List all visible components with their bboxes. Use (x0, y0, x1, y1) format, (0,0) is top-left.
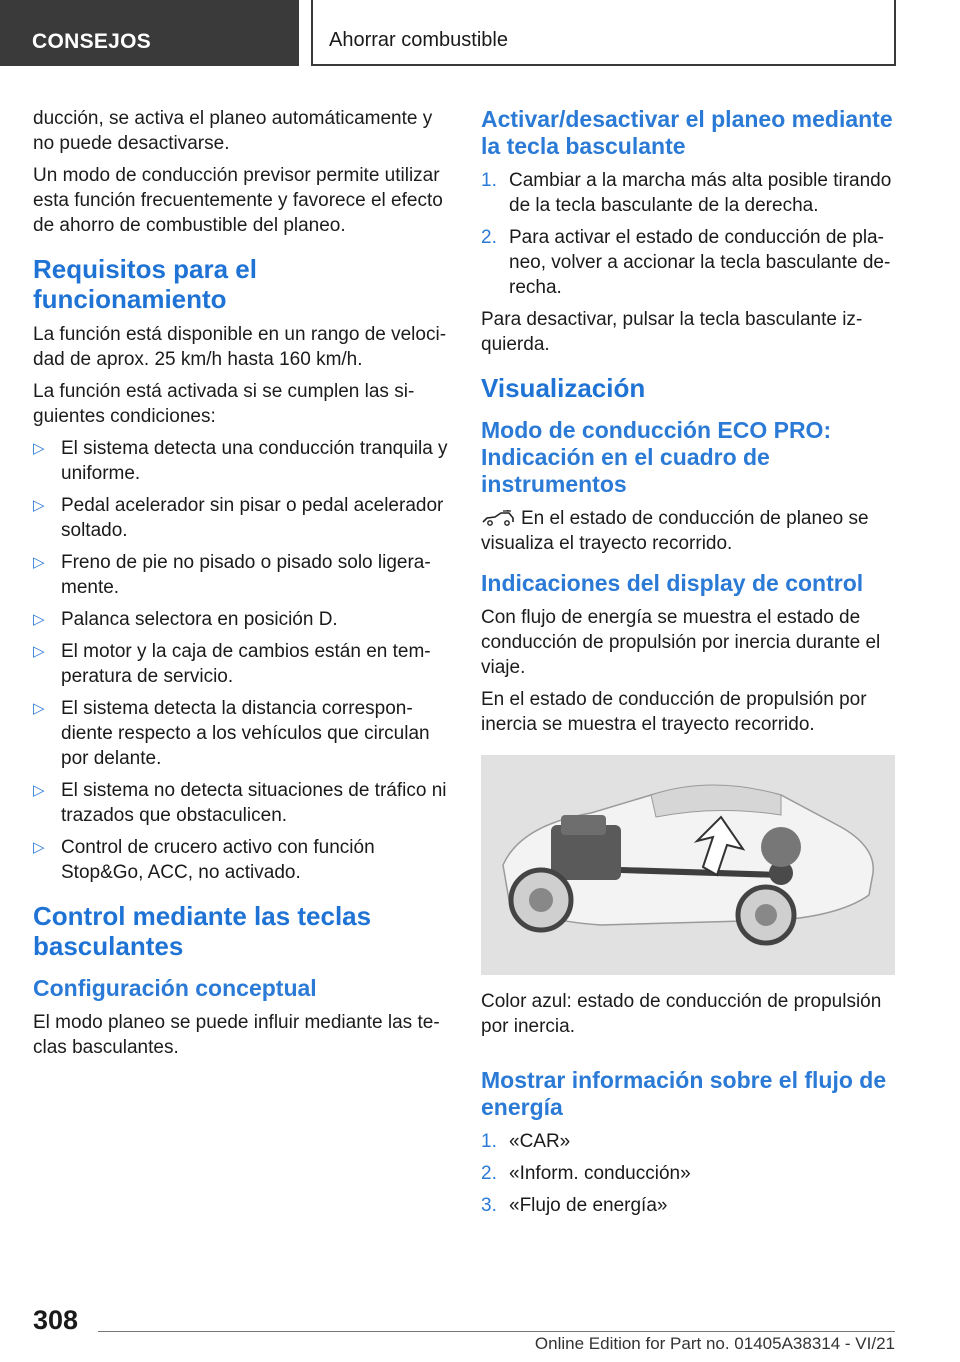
list-item (481, 168, 895, 218)
heading-display: Indicaciones del display de control (481, 570, 864, 596)
triangle-bullet-icon: ▷ (33, 497, 45, 514)
list-item-text: El sistema detecta una conducción tranquila y uniforme. (61, 438, 448, 484)
steps-list (481, 168, 895, 300)
list-item (481, 225, 895, 300)
paragraph: La función está activada si se cumplen las siguientes condiciones: (33, 381, 415, 427)
list-item (481, 1161, 895, 1186)
triangle-bullet-icon: ▷ (33, 611, 45, 628)
heading-control: Control mediante las teclas basculantes (33, 901, 372, 961)
paragraph (481, 506, 895, 556)
list-item (33, 607, 453, 632)
conditions-list (33, 436, 453, 885)
list-item (33, 550, 453, 600)
coasting-car-icon (481, 510, 515, 526)
list-item (33, 436, 453, 486)
list-item-text: Control de crucero activo con función Stop&Go, ACC, no activado. (61, 837, 375, 883)
list-item (481, 1129, 895, 1154)
paragraph: ducción, se activa el planeo automáticamente y no puede desactivarse. (33, 108, 433, 154)
list-item-text: El sistema detecta la distancia correspondiente respecto a los vehículos que circulan por delante. (61, 698, 430, 769)
list-item (33, 778, 453, 828)
heading-visualizacion: Visualización (481, 373, 646, 403)
list-item-text: Pedal acelerador sin pisar o pedal acelerador soltado. (61, 495, 444, 541)
step-text: «Flujo de energía» (509, 1195, 668, 1216)
list-item-text: Freno de pie no pisado o pisado solo ligeramente. (61, 552, 431, 598)
step-number: 1. (481, 170, 497, 191)
step-text: Para activar el estado de conducción de planeo, volver a accionar la tecla basculante derecha. (509, 227, 891, 298)
list-item (33, 493, 453, 543)
heading-eco-pro: Modo de conducción ECO PRO: Indicación en el cuadro de instrumentos (481, 417, 832, 497)
triangle-bullet-icon: ▷ (33, 839, 45, 856)
triangle-bullet-icon: ▷ (33, 554, 45, 571)
eco-text: En el estado de conducción de planeo se visualiza el trayecto recorrido. (481, 508, 869, 554)
list-item (33, 696, 453, 771)
list-item (481, 1193, 895, 1218)
heading-activar: Activar/desactivar el planeo mediante la tecla basculante (481, 106, 893, 159)
list-item-text: El motor y la caja de cambios están en temperatura de servicio. (61, 641, 431, 687)
edition-note: Online Edition for Part no. 01405A38314 - VI/21 (534, 1334, 895, 1353)
triangle-bullet-icon: ▷ (33, 643, 45, 660)
step-number: 3. (481, 1195, 497, 1216)
list-item-text: Palanca selectora en posición D. (61, 609, 338, 630)
car-powertrain-illustration (481, 755, 895, 975)
triangle-bullet-icon: ▷ (33, 782, 45, 799)
paragraph: Un modo de conducción previsor permite utilizar esta función frecuentemente y favorece el efecto de ahorro de combustible del planeo. (33, 165, 443, 236)
paragraph: Con flujo de energía se muestra el estado de conducción de propulsión por inercia durante el viaje. (481, 607, 881, 678)
left-column (33, 106, 453, 1067)
figure-caption: Color azul: estado de conducción de propulsión por inercia. (481, 991, 882, 1037)
chapter-title: Ahorrar combustible (311, 0, 896, 66)
page-number: 308 (33, 1305, 79, 1335)
menu-path-list (481, 1129, 895, 1218)
paragraph: La función está disponible en un rango de velocidad de aprox. 25 km/h hasta 160 km/h. (33, 324, 447, 370)
paragraph: En el estado de conducción de propulsión por inercia se muestra el trayecto recorrido. (481, 689, 867, 735)
footer-divider (98, 1331, 895, 1332)
step-text: «CAR» (509, 1131, 571, 1152)
step-text: «Inform. conducción» (509, 1163, 691, 1184)
list-item (33, 639, 453, 689)
list-item (33, 835, 453, 885)
triangle-bullet-icon: ▷ (33, 440, 45, 457)
heading-mostrar: Mostrar información sobre el flujo de energía (481, 1067, 887, 1120)
step-number: 2. (481, 227, 497, 248)
right-column (481, 106, 895, 1225)
triangle-bullet-icon: ▷ (33, 700, 45, 717)
paragraph: El modo planeo se puede influir mediante las teclas basculantes. (33, 1012, 440, 1058)
step-number: 1. (481, 1131, 497, 1152)
section-tab: CONSEJOS (0, 0, 299, 66)
heading-requisitos: Requisitos para el funcionamiento (33, 254, 257, 314)
heading-configuracion: Configuración conceptual (33, 975, 317, 1001)
step-number: 2. (481, 1163, 497, 1184)
paragraph: Para desactivar, pulsar la tecla basculante izquierda. (481, 309, 863, 355)
list-item-text: El sistema no detecta situaciones de tráfico ni trazados que obstaculicen. (61, 780, 447, 826)
page-header (0, 0, 960, 66)
step-text: Cambiar a la marcha más alta posible tirando de la tecla basculante de la derecha. (509, 170, 892, 216)
